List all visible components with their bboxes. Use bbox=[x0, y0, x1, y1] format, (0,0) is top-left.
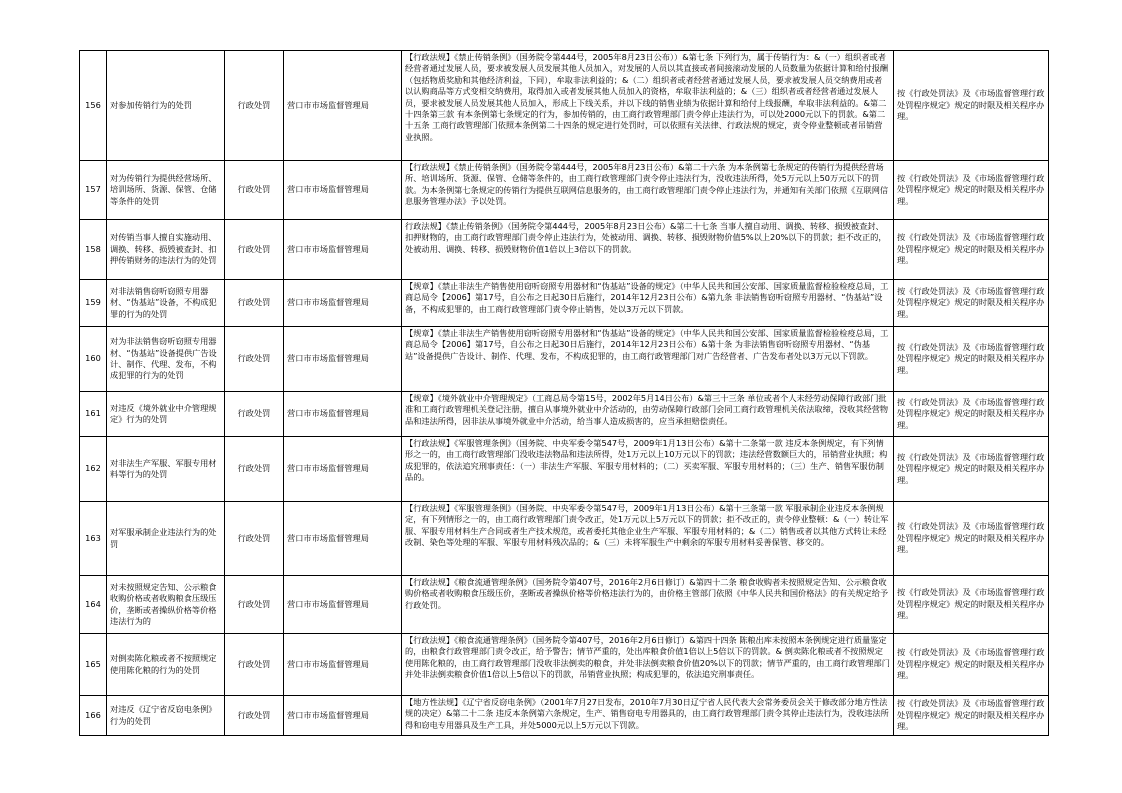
item-department: 营口市市场监督管理局 bbox=[284, 634, 402, 696]
item-category: 行政处罚 bbox=[225, 437, 284, 502]
item-name: 对违反《境外就业中介管理规定》行为的处罚 bbox=[107, 392, 225, 437]
item-name: 对倒卖陈化粮或者不按照规定使用陈化粮的行为的处罚 bbox=[107, 634, 225, 696]
item-department: 营口市市场监督管理局 bbox=[284, 696, 402, 736]
item-name: 对违反《辽宁省反窃电条例》行为的处罚 bbox=[107, 696, 225, 736]
table-row bbox=[80, 392, 1049, 437]
penalty-table bbox=[79, 50, 1049, 736]
row-number: 164 bbox=[80, 576, 107, 634]
item-category: 行政处罚 bbox=[225, 502, 284, 576]
row-number: 160 bbox=[80, 327, 107, 392]
procedure: 按《行政处罚法》及《市场监督管理行政处罚程序规定》规定的时限及相关程序办理。 bbox=[894, 161, 1049, 220]
item-department: 营口市市场监督管理局 bbox=[284, 437, 402, 502]
legal-basis: 【规章】《禁止非法生产销售使用窃听窃照专用器材和“伪基站”设备的规定》（中华人民共和国公安部、国家质量监督检验检疫总局，工商总局令【2006】第17号，自公布之日起30日后施行，2014年12月23日公布）&第九条 非法销售窃听窃照专用器材、“伪基站”设备，不构成犯罪的，由工商行政管理部门责令停止销售，处以3万元以下罚款。 bbox=[405, 281, 889, 314]
legal-basis: 【规章】《禁止非法生产销售使用窃听窃照专用器材和“伪基站”设备的规定》（中华人民共和国公安部、国家质量监督检验检疫总局，工商总局令【2006】第17号，自公布之日起30日后施行，2014年12月23日公布）&第十条 为非法销售窃听窃照专用器材、“伪基站”设备提供广告设计、制作、代理、发布，不构成犯罪的，由工商行政管理部门对广告经营者、广告发布者处以3万元以下罚款。 bbox=[405, 328, 889, 361]
legal-basis: 【行政法规】《禁止传销条例》（国务院令第444号，2005年8月23日公布）&第二十六条 为本条例第七条规定的传销行为提供经营场所、培训场所、货源、保管、仓储等条件的，由工商行政管理部门责令停止违法行为，没收违法所得，处5万元以上50万元以下的罚款。为本条例第七条规定的传销行为提供互联网信息服务的，由工商行政管理部门责令停止违法行为，并通知有关部门依照《互联网信息服务管理办法》予以处罚。 bbox=[405, 162, 889, 207]
item-department: 营口市市场监督管理局 bbox=[284, 51, 402, 161]
item-category: 行政处罚 bbox=[225, 634, 284, 696]
item-name: 对非法生产军服、军服专用材料等行为的处罚 bbox=[107, 437, 225, 502]
item-category: 行政处罚 bbox=[225, 327, 284, 392]
table-row bbox=[80, 634, 1049, 696]
table-row bbox=[80, 696, 1049, 736]
table-row bbox=[80, 161, 1049, 220]
procedure: 按《行政处罚法》及《市场监督管理行政处罚程序规定》规定的时限及相关程序办理。 bbox=[894, 220, 1049, 280]
item-name: 对非法销售窃听窃照专用器材、“伪基站”设备，不构成犯罪的行为的处罚 bbox=[107, 280, 225, 327]
item-name: 对为传销行为提供经营场所、培训场所、货源、保管、仓储等条件的处罚 bbox=[107, 161, 225, 220]
procedure: 按《行政处罚法》及《市场监督管理行政处罚程序规定》规定的时限及相关程序办理。 bbox=[894, 280, 1049, 327]
legal-basis: 【行政法规】《禁止传销条例》（国务院令第444号，2005年8月23日公布））&第七条 下列行为，属于传销行为：&（一）组织者或者经营者通过发展人员，要求被发展人员发展其他人员加入，对发展的人员以其直接或者间接滚动发展的人员数量为依据计算和给付报酬（包括物质奖励和其他经济利益，下同），牟取非法利益的；&（二）组织者或者经营者通过发展人员，要求被发展人员交纳费用或者以认购商品等方式变相交纳费用，取得加入或者发展其他人员加入的资格，牟取非法利益的；&（三）组织者或者经营者通过发展人员，要求被发展人员发展其他人员加入，形成上下线关系，并以下线的销售业绩为依据计算和给付上线报酬，牟取非法利益的。&第二十四条第三款 有本条例第七条规定的行为，参加传销的，由工商行政管理部门责令停止违法行为，可以处2000元以下的罚款。&第二十五条 工商行政管理部门依照本条例第二十四条的规定进行处罚时，可以依照有关法律、行政法规的规定，责令停业整顿或者吊销营业执照。 bbox=[405, 52, 889, 142]
row-number: 162 bbox=[80, 437, 107, 502]
legal-basis: 行政法规】《禁止传销条例》（国务院令第444号，2005年8月23日公布）&第二十七条 当事人擅自动用、调换、转移、损毁被查封、扣押财物的，由工商行政管理部门责令停止违法行为，处被动用、调换、转移、损毁财物价值5%以上20%以下的罚款；拒不改正的，处被动用、调换、转移、损毁财物价值1倍以上3倍以下的罚款。 bbox=[405, 221, 887, 254]
item-category: 行政处罚 bbox=[225, 161, 284, 220]
legal-basis: 【行政法规】《粮食流通管理条例》（国务院令第407号，2016年2月6日修订）&第四十二条 粮食收购者未按照规定告知、公示粮食收购价格或者收购粮食压级压价，垄断或者操纵价格等价格违法行为的，由价格主管部门依照《中华人民共和国价格法》的有关规定给予行政处罚。 bbox=[405, 577, 889, 610]
procedure: 按《行政处罚法》及《市场监督管理行政处罚程序规定》规定的时限及相关程序办理。 bbox=[894, 576, 1049, 634]
item-name: 对传销当事人擅自实施动用、调换、转移、损毁被查封、扣押传销财务的违法行为的处罚 bbox=[107, 220, 225, 280]
item-category: 行政处罚 bbox=[225, 696, 284, 736]
item-department: 营口市市场监督管理局 bbox=[284, 220, 402, 280]
procedure: 按《行政处罚法》及《市场监督管理行政处罚程序规定》规定的时限及相关程序办理。 bbox=[894, 51, 1049, 161]
procedure: 按《行政处罚法》及《市场监督管理行政处罚程序规定》规定的时限及相关程序办理。 bbox=[894, 437, 1049, 502]
legal-basis: 【规章】《境外就业中介管理规定》（工商总局令第15号，2002年5月14日公布）&第三十三条 单位或者个人未经劳动保障行政部门批准和工商行政管理机关登记注册，擅自从事境外就业中介活动的，由劳动保障行政部门会同工商行政管理机关依法取缔，没收其经营物品和违法所得，因非法从事境外就业中介活动，给当事人造成损害的，应当承担赔偿责任。 bbox=[405, 393, 889, 426]
item-category: 行政处罚 bbox=[225, 51, 284, 161]
item-category: 行政处罚 bbox=[225, 576, 284, 634]
procedure: 按《行政处罚法》及《市场监督管理行政处罚程序规定》规定的时限及相关程序办理。 bbox=[894, 696, 1049, 736]
item-name: 对军服承制企业违法行为的处罚 bbox=[107, 502, 225, 576]
row-number: 158 bbox=[80, 220, 107, 280]
item-name: 对未按照规定告知、公示粮食收购价格或者收购粮食压级压价，垄断或者操纵价格等价格违法行为的 bbox=[107, 576, 225, 634]
item-department: 营口市市场监督管理局 bbox=[284, 280, 402, 327]
table-row bbox=[80, 327, 1049, 392]
row-number: 156 bbox=[80, 51, 107, 161]
procedure: 按《行政处罚法》及《市场监督管理行政处罚程序规定》规定的时限及相关程序办理。 bbox=[894, 327, 1049, 392]
row-number: 161 bbox=[80, 392, 107, 437]
table-row bbox=[80, 220, 1049, 280]
row-number: 163 bbox=[80, 502, 107, 576]
row-number: 166 bbox=[80, 696, 107, 736]
legal-basis: 【地方性法规】《辽宁省反窃电条例》（2001年7月27日发布，2010年7月30日辽宁省人民代表大会常务委员会关于修改部分地方性法规的决定）&第二十二条 违反本条例第六条规定，生产、销售窃电专用器具的，由工商行政管理部门责令其停止违法行为，没收违法所得和窃电专用器具及生产工具，并处5000元以上5万元以下罚款。 bbox=[405, 697, 889, 730]
item-department: 营口市市场监督管理局 bbox=[284, 161, 402, 220]
row-number: 157 bbox=[80, 161, 107, 220]
item-department: 营口市市场监督管理局 bbox=[284, 576, 402, 634]
item-category: 行政处罚 bbox=[225, 220, 284, 280]
legal-basis: 【行政法规】《军服管理条例》（国务院、中央军委令第547号，2009年1月13日公布）&第十三条第一款 军服承制企业违反本条例规定，有下列情形之一的，由工商行政管理部门责令改正，处1万元以上5万元以下的罚款；拒不改正的，责令停业整顿：&（一）转让军服、军服专用材料生产合同或者生产技术规范，或者委托其他企业生产军服、军服专用材料的；&（二）销售或者以其他方式转让未经改制、染色等处理的军服、军服专用材料残次品的；&（三）未将军服生产中剩余的军服专用材料妥善保管、移交的。 bbox=[405, 503, 889, 548]
item-name: 对参加传销行为的处罚 bbox=[107, 51, 225, 161]
item-category: 行政处罚 bbox=[225, 392, 284, 437]
item-department: 营口市市场监督管理局 bbox=[284, 327, 402, 392]
legal-basis: 【行政法规】《军服管理条例》（国务院、中央军委令第547号，2009年1月13日公布）&第十二条第一款 违反本条例规定，有下列情形之一的，由工商行政管理部门没收违法物品和违法所得，处1万元以上10万元以下的罚款；违法经营数额巨大的，吊销营业执照；构成犯罪的，依法追究刑事责任：（一）非法生产军服、军服专用材料的；（二）买卖军服、军服专用材料的；（三）生产、销售军服仿制品的。 bbox=[405, 438, 888, 483]
row-number: 165 bbox=[80, 634, 107, 696]
item-department: 营口市市场监督管理局 bbox=[284, 392, 402, 437]
table-row bbox=[80, 51, 1049, 161]
legal-basis: 【行政法规】《粮食流通管理条例》（国务院令第407号，2016年2月6日修订）&第四十四条 陈粮出库未按照本条例规定进行质量鉴定的，由粮食行政管理部门责令改正，给予警告；情节严重的，处出库粮食价值1倍以上5倍以下的罚款。& 倒卖陈化粮或者不按照规定使用陈化粮的，由工商行政管理部门没收非法倒卖的粮食，并处非法倒卖粮食价值20%以下的罚款；情节严重的，由工商行政管理部门并处非法倒卖粮食价值1倍以上5倍以下的罚款，吊销营业执照；构成犯罪的，依法追究刑事责任。 bbox=[405, 635, 890, 680]
item-category: 行政处罚 bbox=[225, 280, 284, 327]
table-row bbox=[80, 576, 1049, 634]
table-row bbox=[80, 437, 1049, 502]
item-department: 营口市市场监督管理局 bbox=[284, 502, 402, 576]
table-row bbox=[80, 280, 1049, 327]
procedure: 按《行政处罚法》及《市场监督管理行政处罚程序规定》规定的时限及相关程序办理。 bbox=[894, 392, 1049, 437]
item-name: 对为非法销售窃听窃照专用器材、“伪基站”设备提供广告设计、制作、代理、发布，不构成犯罪的行为的处罚 bbox=[107, 327, 225, 392]
procedure: 按《行政处罚法》及《市场监督管理行政处罚程序规定》规定的时限及相关程序办理。 bbox=[894, 502, 1049, 576]
row-number: 159 bbox=[80, 280, 107, 327]
table-row bbox=[80, 502, 1049, 576]
procedure: 按《行政处罚法》及《市场监督管理行政处罚程序规定》规定的时限及相关程序办理。 bbox=[894, 634, 1049, 696]
